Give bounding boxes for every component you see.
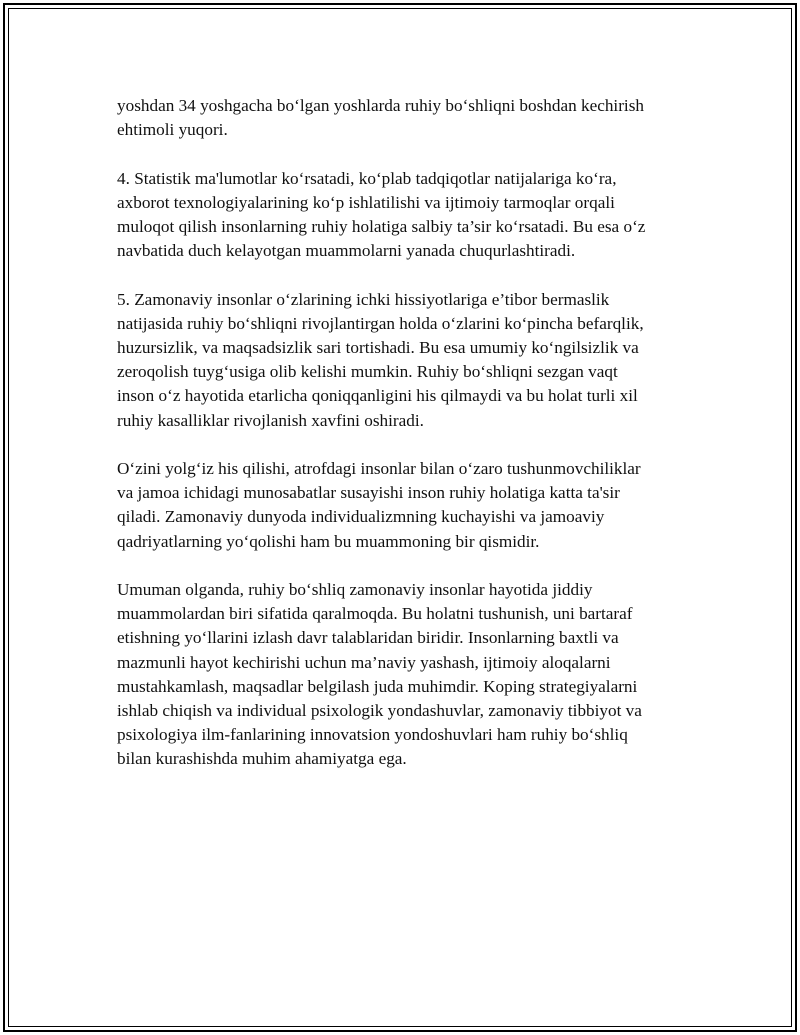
text-line: ehtimoli yuqori.	[117, 120, 228, 140]
text-line: Umuman olganda, ruhiy bo‘shliq zamonaviy insonlar hayotida jiddiy	[117, 580, 593, 599]
text-line: mazmunli hayot kechirishi uchun ma’naviy yashash, ijtimoiy aloqalarni	[117, 652, 611, 672]
text-line: axborot texnologiyalarining ko‘p ishlatilishi va ijtimoiy tarmoqlar orqali	[117, 192, 615, 212]
text-line: ruhiy kasalliklar rivojlanish xavfini oshiradi.	[117, 410, 424, 430]
text-line: huzursizlik, va maqsadsizlik sari tortishadi. Bu esa umumiy ko‘ngilsizlik va	[117, 338, 639, 357]
text-line: natijasida ruhiy bo‘shliqni rivojlantirgan holda o‘zlarini ko‘pincha befarqlik,	[117, 313, 644, 333]
text-line: va jamoa ichidagi munosabatlar susayishi inson ruhiy holatiga katta ta'sir	[117, 483, 620, 503]
text-line: qadriyatlarning yo‘qolishi ham bu muammoning bir qismidir.	[117, 531, 540, 551]
text-line: bilan kurashishda muhim ahamiyatga ega.	[117, 749, 407, 769]
text-line: 5. Zamonaviy insonlar o‘zlarining ichki hissiyotlariga e’tibor bermaslik	[117, 289, 610, 309]
paragraph-continuation	[117, 94, 692, 142]
paragraph-item-5	[117, 288, 692, 433]
text-line: etishning yo‘llarini izlash davr talablaridan biridir. Insonlarning baxtli va	[117, 628, 619, 648]
text-line: psixologiya ilm-fanlarining innovatsion yondoshuvlari ham ruhiy bo‘shliq	[117, 725, 628, 745]
text-line: qiladi. Zamonaviy dunyoda individualizmning kuchayishi va jamoaviy	[117, 507, 605, 527]
document-body	[117, 94, 692, 796]
text-line: 4. Statistik ma'lumotlar ko‘rsatadi, ko‘plab tadqiqotlar natijalariga ko‘ra,	[117, 168, 617, 188]
text-line: mustahkamlash, maqsadlar belgilash juda muhimdir. Koping strategiyalarni	[117, 676, 638, 696]
text-line: muloqot qilish insonlarning ruhiy holatiga salbiy ta’sir ko‘rsatadi. Bu esa o‘z	[117, 217, 646, 236]
paragraph-item-4	[117, 167, 692, 264]
text-line: O‘zini yolg‘iz his qilishi, atrofdagi insonlar bilan o‘zaro tushunmovchiliklar	[117, 459, 641, 478]
paragraph-loneliness	[117, 457, 692, 554]
text-line: yoshdan 34 yoshgacha bo‘lgan yoshlarda ruhiy bo‘shliqni boshdan kechirish	[117, 96, 644, 115]
paragraph-conclusion	[117, 578, 692, 772]
text-line: muammolardan biri sifatida qaralmoqda. Bu holatni tushunish, uni bartaraf	[117, 604, 633, 624]
text-line: inson o‘z hayotida etarlicha qoniqqanligini his qilmaydi va bu holat turli xil	[117, 386, 638, 406]
text-line: ishlab chiqish va individual psixologik yondashuvlar, zamonaviy tibbiyot va	[117, 701, 642, 721]
text-line: navbatida duch kelayotgan muammolarni yanada chuqurlashtiradi.	[117, 241, 576, 261]
text-line: zeroqolish tuyg‘usiga olib kelishi mumkin. Ruhiy bo‘shliqni sezgan vaqt	[117, 362, 618, 382]
